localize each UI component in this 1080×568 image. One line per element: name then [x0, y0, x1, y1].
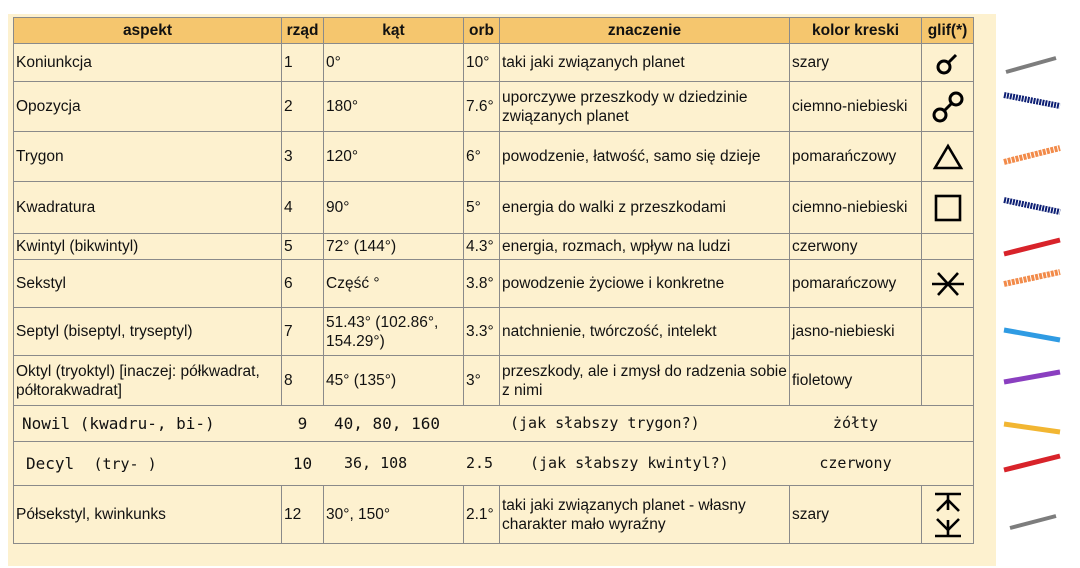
orb-cell: 4.3° — [464, 234, 500, 260]
header-aspekt: aspekt — [14, 18, 282, 44]
kat-cell: 51.43° (102.86°, 154.29°) — [324, 308, 464, 356]
orb-cell: 3.8° — [464, 260, 500, 308]
aspekt-cell: Septyl (biseptyl, tryseptyl) — [14, 308, 282, 356]
znaczenie-cell: uporczywe przeszkody w dziedzinie związanych planet — [500, 82, 790, 132]
orb-cell: 10° — [464, 44, 500, 82]
kolor-cell: czerwony — [790, 234, 922, 260]
line-sample-septile — [1004, 330, 1060, 340]
kat-cell: 120° — [324, 132, 464, 182]
znaczenie-cell: taki jaki związanych planet - własny charakter mało wyraźny — [500, 486, 790, 544]
znaczenie-cell: (jak słabszy kwintyl?) — [500, 442, 790, 486]
line-sample-decile — [1004, 456, 1060, 470]
kat-cell: 36, 108 — [324, 442, 464, 486]
line-sample-trine — [1004, 148, 1060, 162]
znaczenie-cell: natchnienie, twórczość, intelekt — [500, 308, 790, 356]
orb-cell: 6° — [464, 132, 500, 182]
rzad-cell: 3 — [282, 132, 324, 182]
kolor-cell: czerwony — [790, 442, 922, 486]
aspekt-cell: Oktyl (tryoktyl) [inaczej: półkwadrat, półtorakwadrat] — [14, 356, 282, 406]
orb-cell: 3.3° — [464, 308, 500, 356]
rzad-cell: 5 — [282, 234, 324, 260]
kolor-cell: ciemno-niebieski — [790, 82, 922, 132]
orb-cell: 7.6° — [464, 82, 500, 132]
aspekt-cell: Półsekstyl, kwinkunks — [14, 486, 282, 544]
orb-cell: 3° — [464, 356, 500, 406]
aspekt-cell: Sekstyl — [14, 260, 282, 308]
line-sample-novile — [1004, 424, 1060, 432]
line-sample-square — [1004, 200, 1060, 212]
rzad-cell: 12 — [282, 486, 324, 544]
kat-cell: 90° — [324, 182, 464, 234]
kolor-cell: fioletowy — [790, 356, 922, 406]
kolor-cell: szary — [790, 44, 922, 82]
rzad-cell: 8 — [282, 356, 324, 406]
kolor-cell: jasno-niebieski — [790, 308, 922, 356]
kat-cell: 40, 80, 160 — [324, 406, 464, 442]
aspekt-cell: Trygon — [14, 132, 282, 182]
header-znaczenie: znaczenie — [500, 18, 790, 44]
line-sample-semisextile — [1010, 516, 1056, 528]
orb-cell: 2.5 — [464, 442, 500, 486]
line-sample-opposition — [1004, 95, 1060, 106]
header-orb: orb — [464, 18, 500, 44]
rzad-cell: 9 — [282, 406, 324, 442]
kat-cell: Część ° — [324, 260, 464, 308]
rzad-cell: 2 — [282, 82, 324, 132]
kolor-cell: pomarańczowy — [790, 132, 922, 182]
orb-cell: 5° — [464, 182, 500, 234]
znaczenie-cell: (jak słabszy trygon?) — [500, 406, 790, 442]
znaczenie-cell: taki jaki związanych planet — [500, 44, 790, 82]
rzad-cell: 4 — [282, 182, 324, 234]
line-sample-quintile — [1004, 240, 1060, 254]
aspekt-cell: Kwadratura — [14, 182, 282, 234]
header-glif: glif(*) — [922, 18, 974, 44]
rzad-cell: 7 — [282, 308, 324, 356]
znaczenie-cell: powodzenie, łatwość, samo się dzieje — [500, 132, 790, 182]
kat-cell: 45° (135°) — [324, 356, 464, 406]
kolor-cell: ciemno-niebieski — [790, 182, 922, 234]
line-sample-octile — [1004, 372, 1060, 382]
rzad-cell: 1 — [282, 44, 324, 82]
aspekt-cell: Koniunkcja — [14, 44, 282, 82]
kat-cell: 0° — [324, 44, 464, 82]
kat-cell: 180° — [324, 82, 464, 132]
kolor-cell: żółty — [790, 406, 922, 442]
aspekt-cell: Kwintyl (bikwintyl) — [14, 234, 282, 260]
rzad-cell: 10 — [282, 442, 324, 486]
znaczenie-cell: energia do walki z przeszkodami — [500, 182, 790, 234]
header-rzad: rząd — [282, 18, 324, 44]
header-kolor: kolor kreski — [790, 18, 922, 44]
orb-cell: 2.1° — [464, 486, 500, 544]
line-sample-conjunction — [1006, 58, 1056, 72]
aspekt-extra: (try- ) — [93, 454, 157, 473]
znaczenie-cell: energia, rozmach, wpływ na ludzi — [500, 234, 790, 260]
kat-cell: 30°, 150° — [324, 486, 464, 544]
kolor-cell: szary — [790, 486, 922, 544]
kolor-cell: pomarańczowy — [790, 260, 922, 308]
aspekt-cell: Opozycja — [14, 82, 282, 132]
znaczenie-cell: powodzenie życiowe i konkretne — [500, 260, 790, 308]
aspekt-name: Decyl — [26, 453, 75, 473]
znaczenie-cell: przeszkody, ale i zmysł do radzenia sobie z nimi — [500, 356, 790, 406]
rzad-cell: 6 — [282, 260, 324, 308]
kat-cell: 72° (144°) — [324, 234, 464, 260]
aspekt-cell: Nowil (kwadru-, bi-) — [14, 406, 282, 442]
header-kat: kąt — [324, 18, 464, 44]
line-sample-sextile — [1004, 272, 1060, 284]
